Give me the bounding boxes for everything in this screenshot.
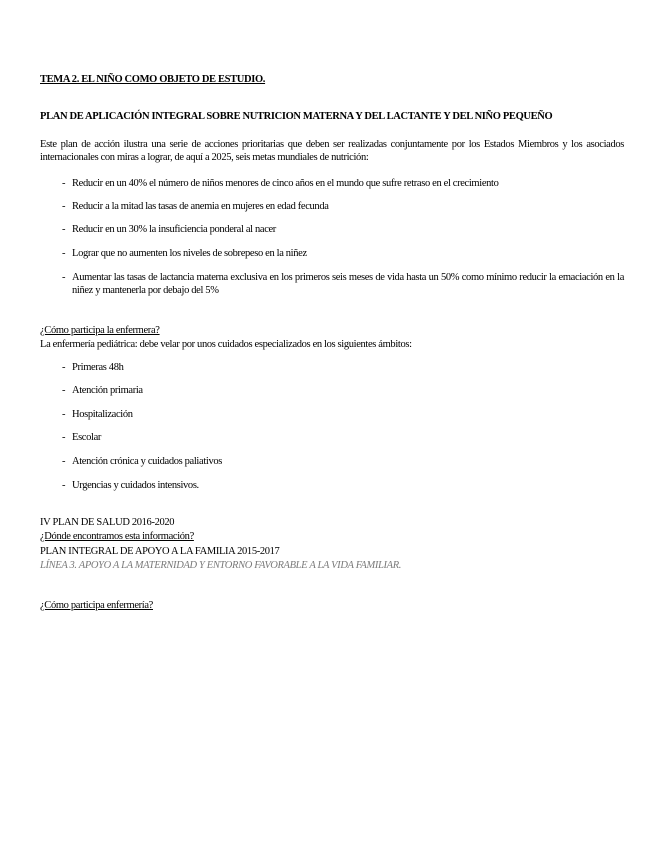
list-item: - Atención crónica y cuidados paliativos bbox=[62, 456, 222, 467]
list-item: - Hospitalización bbox=[62, 409, 133, 420]
list-item: - Aumentar las tasas de lactancia materna exclusiva en los primeros seis meses de vida hasta un 50% como mínimo reducir la emaciación en la niñez y mantenerla por debajo del 5% bbox=[62, 272, 624, 296]
list-item: - Escolar bbox=[62, 432, 102, 443]
list-item: - Reducir en un 30% la insuficiencia ponderal al nacer bbox=[62, 224, 276, 235]
question-donde: ¿Dónde encontramos esta información? bbox=[40, 531, 194, 542]
list-item: - Atención primaria bbox=[62, 385, 143, 396]
plan-heading: PLAN DE APLICACIÓN INTEGRAL SOBRE NUTRICION MATERNA Y DEL LACTANTE Y DEL NIÑO PEQUEÑO bbox=[40, 111, 553, 122]
list-item: - Reducir en un 40% el número de niños menores de cinco años en el mundo que sufre retraso en el crecimiento bbox=[62, 178, 499, 189]
plan-familia: PLAN INTEGRAL DE APOYO A LA FAMILIA 2015-2017 bbox=[40, 546, 280, 557]
question-enfermera: ¿Cómo participa la enfermera? bbox=[40, 325, 160, 336]
plan-intro: Este plan de acción ilustra una serie de acciones prioritarias que deben ser realizadas conjuntamente por los Estados Miembros y los asociados internacionales con miras a lograr, de aquí a 2025, seis metas mundiales de nutrición: bbox=[40, 139, 624, 163]
list-item: - Reducir a la mitad las tasas de anemia en mujeres en edad fecunda bbox=[62, 201, 329, 212]
plan-salud: IV PLAN DE SALUD 2016-2020 bbox=[40, 517, 175, 528]
list-item: - Primeras 48h bbox=[62, 362, 124, 373]
question-enfermeria: ¿Cómo participa enfermería? bbox=[40, 600, 153, 611]
enfermeria-intro: La enfermería pediátrica: debe velar por unos cuidados especializados en los siguientes ámbitos: bbox=[40, 339, 412, 350]
tema-title: TEMA 2. EL NIÑO COMO OBJETO DE ESTUDIO. bbox=[40, 74, 266, 85]
list-item: - Urgencias y cuidados intensivos. bbox=[62, 480, 199, 491]
list-item: - Lograr que no aumenten los niveles de sobrepeso en la niñez bbox=[62, 248, 307, 259]
linea-3: LÍNEA 3. APOYO A LA MATERNIDAD Y ENTORNO FAVORABLE A LA VIDA FAMILIAR. bbox=[40, 560, 402, 571]
